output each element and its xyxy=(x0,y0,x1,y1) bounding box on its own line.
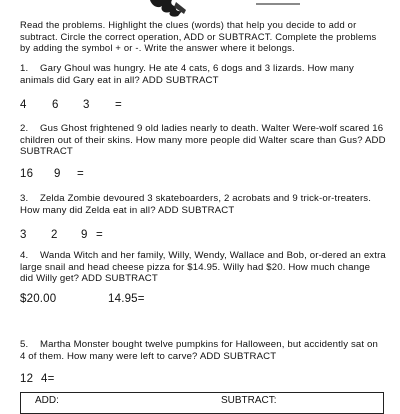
problem-text: Martha Monster bought twelve pumpkins for Halloween, but accidently sat on 4 of them. How many were left to carve? ADD SUBTRACT xyxy=(20,339,378,362)
answer-part: 6 xyxy=(52,99,59,111)
problem-1 xyxy=(20,63,386,86)
answer-part: 4= xyxy=(41,373,55,385)
problem-text: Gary Ghoul was hungry. He ate 4 cats, 6 dogs and 3 lizards. How many animals did Gary eat in all? ADD SUBTRACT xyxy=(20,63,354,86)
subtract-label: SUBTRACT: xyxy=(221,395,277,406)
answer-part: 14.95= xyxy=(108,293,145,305)
answer-part: = xyxy=(77,168,84,180)
answer-part: 9 xyxy=(81,229,88,241)
problem-text: Gus Ghost frightened 9 old ladies nearly to death. Walter Were-wolf scared 16 children out of their skins. How many more people did Walter scare than Gus? ADD SUBTRACT xyxy=(20,123,386,158)
answer-part: 4 xyxy=(20,99,27,111)
instructions-text: Read the problems. Highlight the clues (words) that help you decide to add or subtract. Circle the correct operation, ADD or SUBTRACT. Complete the problems by adding the symbol + or -. Write the answer where it belongs. xyxy=(20,19,377,54)
header-ghost-illustration xyxy=(0,0,400,18)
answer-part: = xyxy=(115,99,122,111)
answer-part: 9 xyxy=(54,168,61,180)
answer-part: 12 xyxy=(20,373,34,385)
problem-number: 3. xyxy=(20,193,29,204)
problem-number: 1. xyxy=(20,63,29,74)
problem-text: Zelda Zombie devoured 3 skateboarders, 2 acrobats and 9 trick-or-treaters. How many did Zelda eat in all? ADD SUBTRACT xyxy=(20,193,372,216)
answer-part: 2 xyxy=(51,229,58,241)
add-subtract-summary-box xyxy=(20,392,384,414)
answer-part: 3 xyxy=(83,99,90,111)
problem-5 xyxy=(20,339,386,362)
add-label: ADD: xyxy=(35,395,59,406)
problem-4 xyxy=(20,250,386,285)
problem-3 xyxy=(20,193,386,216)
problem-text: Wanda Witch and her family, Willy, Wendy, Wallace and Bob, or-dered an extra large snail and head cheese pizza for $14.95. Willy had $20. How much change did Willy get? ADD SUBTRACT xyxy=(20,250,386,285)
answer-part: 16 xyxy=(20,168,34,180)
answer-part: = xyxy=(96,229,103,241)
problem-2 xyxy=(20,123,386,158)
problem-number: 2. xyxy=(20,123,29,134)
problem-number: 4. xyxy=(20,250,29,261)
answer-part: 3 xyxy=(20,229,27,241)
answer-part: $20.00 xyxy=(20,293,57,305)
problem-number: 5. xyxy=(20,339,29,350)
